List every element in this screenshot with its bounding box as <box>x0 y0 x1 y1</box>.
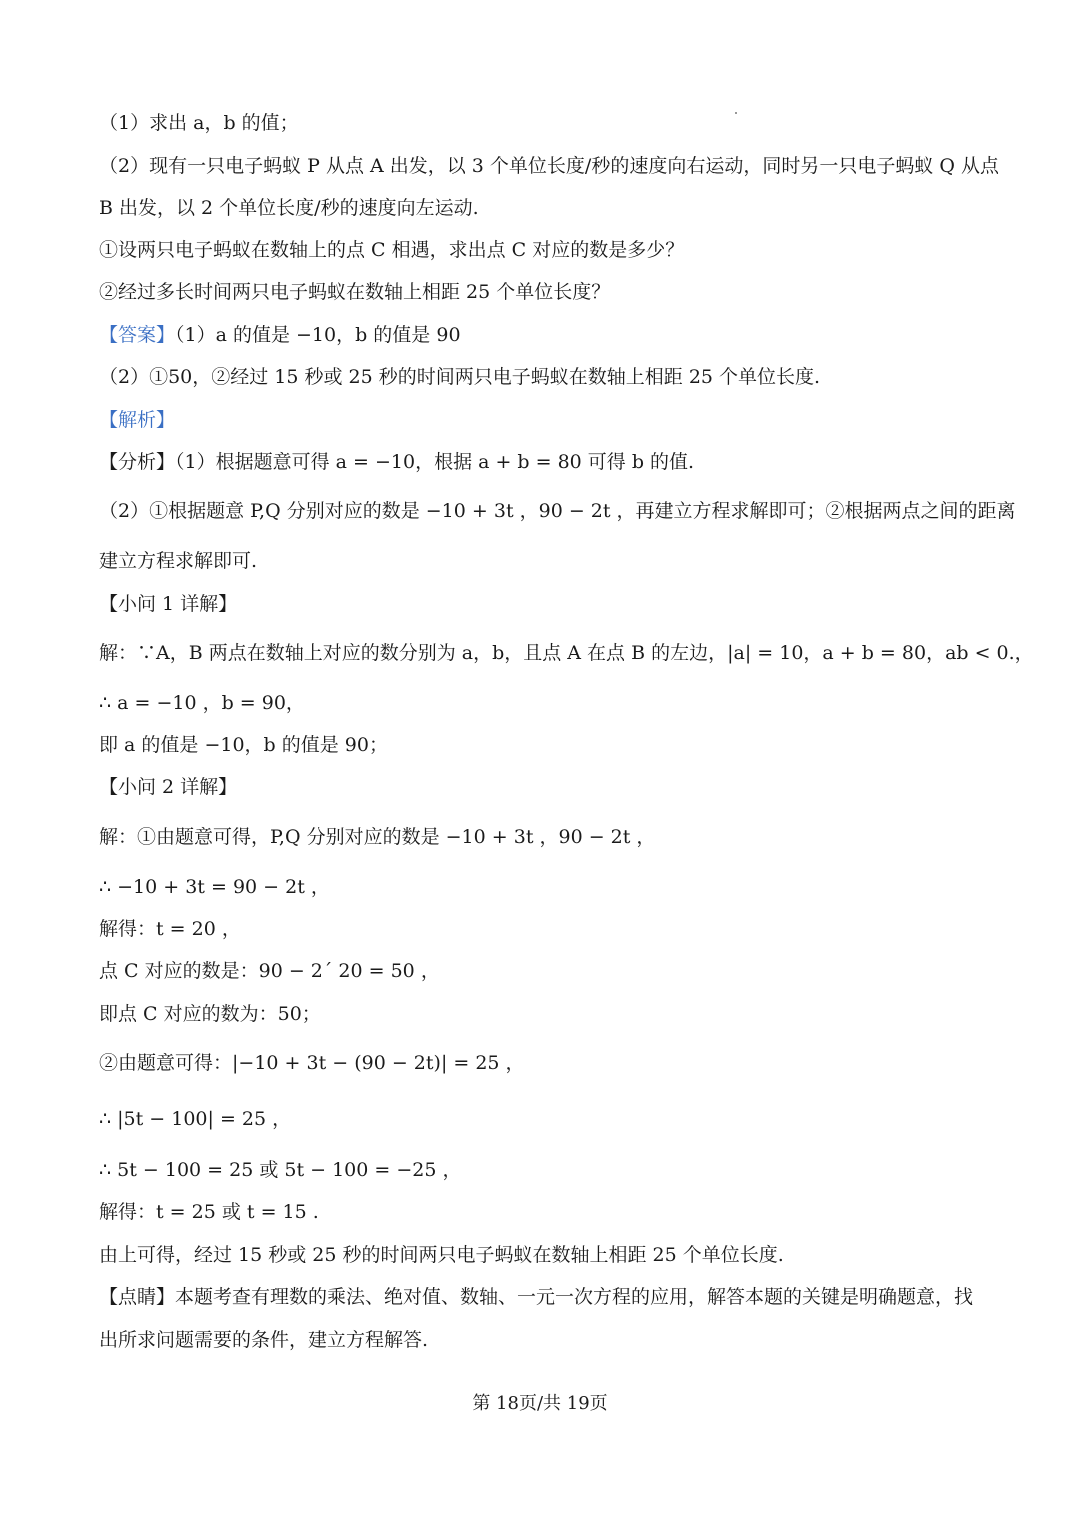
comment-line2: 出所求问题需要的条件，建立方程解答. <box>99 1329 429 1351</box>
question-part1: （1）求出 a，b 的值； <box>99 112 299 134</box>
analysis-tag: 【解析】 <box>99 409 176 431</box>
answer-text1: （1）a 的值是 −10，b 的值是 90 <box>175 324 461 346</box>
fenxi-text1: （1）根据题意可得 a = −10，根据 a + b = 80 可得 b 的值. <box>175 451 695 473</box>
fenxi-line1 <box>99 447 989 477</box>
fenxi-line2: （2）①根据题意 P,Q 分别对应的数是 −10 + 3t ，90 − 2t ，再建立方程求解即可；②根据两点之间的距离 <box>99 500 1016 522</box>
detail1-line2: ∴ a = −10 ，b = 90， <box>99 692 305 714</box>
detail2-line8: ∴ 5t − 100 = 25 或 5t − 100 = −25 ， <box>99 1159 462 1181</box>
detail2-line9: 解得：t = 25 或 t = 15 . <box>99 1201 319 1223</box>
detail2-line4: 点 C 对应的数是：90 − 2´ 20 = 50 ， <box>99 960 440 982</box>
answer-tag: 【答案】 <box>99 324 176 346</box>
comment-line1: 【点睛】本题考查有理数的乘法、绝对值、数轴、一元一次方程的应用，解答本题的关键是明确题意，找 <box>99 1286 974 1308</box>
detail2-line5: 即点 C 对应的数为：50； <box>99 1003 321 1025</box>
detail2-heading: 【小问 2 详解】 <box>99 776 238 798</box>
detail1-line3: 即 a 的值是 −10，b 的值是 90； <box>99 734 388 756</box>
detail2-line1: 解：①由题意可得，P,Q 分别对应的数是 −10 + 3t ，90 − 2t ， <box>99 826 656 848</box>
detail2-line7: ∴ |5t − 100| = 25 ， <box>99 1108 292 1130</box>
question-part2-line2: B 出发，以 2 个单位长度/秒的速度向左运动. <box>99 197 479 219</box>
detail1-heading: 【小问 1 详解】 <box>99 593 238 615</box>
answer-line2: （2）①50，②经过 15 秒或 25 秒的时间两只电子蚂蚁在数轴上相距 25 个单位长度. <box>99 366 821 388</box>
answer-line1 <box>99 320 989 350</box>
question-sub2: ②经过多长时间两只电子蚂蚁在数轴上相距 25 个单位长度？ <box>99 281 611 303</box>
detail1-line1: 解：∵A，B 两点在数轴上对应的数分别为 a，b，且点 A 在点 B 的左边，|a| = 10，a + b = 80，ab < 0.， <box>99 642 1034 664</box>
fenxi-line3: 建立方程求解即可. <box>99 550 258 572</box>
fenxi-tag: 【分析】 <box>99 451 176 473</box>
page-footer: 第 18页/共 19页 <box>472 1393 608 1414</box>
detail2-line6: ②由题意可得：|−10 + 3t − (90 − 2t)| = 25 ， <box>99 1052 525 1074</box>
question-part2-line1: （2）现有一只电子蚂蚁 P 从点 A 出发，以 3 个单位长度/秒的速度向右运动，同时另一只电子蚂蚁 Q 从点 <box>99 155 999 177</box>
detail2-line2: ∴ −10 + 3t = 90 − 2t ， <box>99 876 330 898</box>
detail2-line10: 由上可得，经过 15 秒或 25 秒的时间两只电子蚂蚁在数轴上相距 25 个单位长度. <box>99 1244 784 1266</box>
question-sub1: ①设两只电子蚂蚁在数轴上的点 C 相遇，求出点 C 对应的数是多少？ <box>99 239 685 261</box>
detail2-line3: 解得：t = 20 ， <box>99 918 241 940</box>
